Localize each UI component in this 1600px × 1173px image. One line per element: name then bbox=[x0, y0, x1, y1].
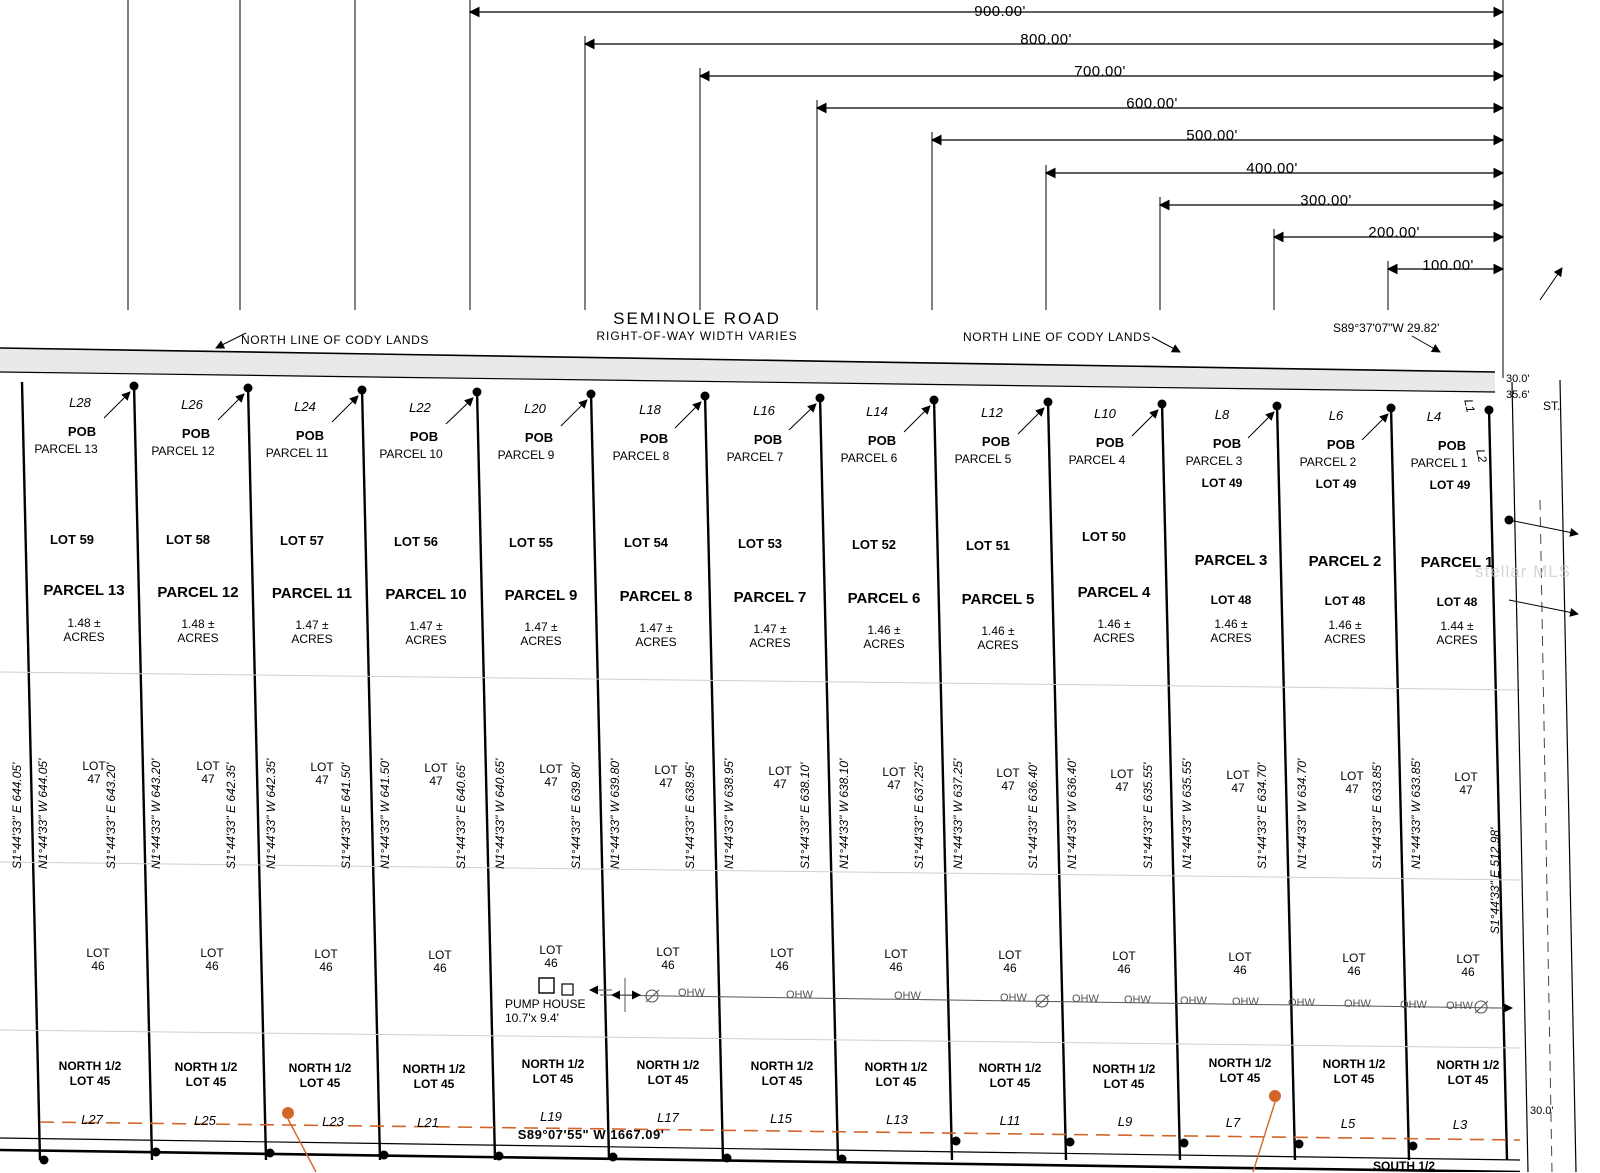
parcel-acres-9: 1.47 ± bbox=[524, 620, 558, 634]
pob-parcel-12: PARCEL 12 bbox=[151, 444, 215, 458]
pob-parcel-5: PARCEL 5 bbox=[954, 452, 1012, 466]
pob-label-12: POB bbox=[181, 426, 211, 441]
pob-label-13: POB bbox=[67, 424, 97, 439]
pob-label-2: POB bbox=[1326, 437, 1356, 452]
pob-parcel-3: PARCEL 3 bbox=[1185, 454, 1243, 468]
parcel-acres-unit-8: ACRES bbox=[635, 635, 677, 649]
pump-house-label: PUMP HOUSE bbox=[505, 997, 586, 1011]
bearing-east-8: S1°44'33" E 639.80' bbox=[569, 762, 583, 869]
south-boundary-bearing: S89°07'55" W 1667.09' bbox=[517, 1127, 665, 1142]
lot-top-11: LOT 57 bbox=[279, 533, 325, 548]
pob-label-1: POB bbox=[1437, 438, 1467, 453]
pob-parcel-11: PARCEL 11 bbox=[265, 446, 329, 460]
bearing-east-2: S1°44'33" E 634.70' bbox=[1255, 762, 1269, 869]
bearing-west-6: N1°44'33" W 638.10' bbox=[837, 758, 851, 869]
north-half-2: NORTH 1/2 bbox=[1322, 1057, 1386, 1071]
line-label-L14: L14 bbox=[866, 404, 888, 419]
lot49-1: LOT 49 bbox=[1429, 478, 1471, 492]
north-half-9: NORTH 1/2 bbox=[521, 1057, 585, 1071]
lot-top-6: LOT 52 bbox=[851, 537, 897, 552]
parcel-title-6: PARCEL 6 bbox=[847, 590, 921, 607]
street-abbrev-note: ST. bbox=[1543, 399, 1561, 413]
parcel-acres-10: 1.47 ± bbox=[409, 619, 443, 633]
parcel-acres-8: 1.47 ± bbox=[639, 621, 673, 635]
line-label-L8: L8 bbox=[1214, 407, 1230, 422]
line-label-L6: L6 bbox=[1328, 408, 1344, 423]
north-half-6: NORTH 1/2 bbox=[864, 1060, 928, 1074]
lot-top-10: LOT 56 bbox=[393, 534, 439, 549]
bearing-east-5: S1°44'33" E 637.25' bbox=[912, 762, 926, 869]
parcel-acres-unit-3: ACRES bbox=[1210, 631, 1252, 645]
lot47-5: LOT 47 bbox=[996, 766, 1020, 793]
bearing-east-boundary: S1°44'33" E 512.98' bbox=[1488, 827, 1502, 934]
lot47-9: LOT 47 bbox=[539, 762, 563, 789]
ohw-label-8: OHW bbox=[1232, 996, 1259, 1008]
bearing-east-12: S1°44'33" E 643.20' bbox=[104, 762, 118, 869]
lot-top-12: LOT 58 bbox=[165, 532, 211, 547]
lot48-3: LOT 48 bbox=[1210, 593, 1252, 607]
bearing-s8937: S89°37'07"W 29.82' bbox=[1333, 321, 1440, 335]
bearing-east-4: S1°44'33" E 636.40' bbox=[1026, 762, 1040, 869]
lot47-8: LOT 47 bbox=[654, 763, 678, 790]
north-half-lot-4: LOT 45 bbox=[1103, 1077, 1145, 1091]
bearing-east-11: S1°44'33" E 642.35' bbox=[224, 762, 238, 869]
parcel-acres-4: 1.46 ± bbox=[1097, 617, 1131, 631]
lot47-13: LOT 47 bbox=[82, 759, 106, 786]
bearing-east-6: S1°44'33" E 638.10' bbox=[798, 762, 812, 869]
dimension-200: 200.00' bbox=[1368, 224, 1420, 241]
pob-parcel-1: PARCEL 1 bbox=[1410, 456, 1468, 470]
parcel-acres-1: 1.44 ± bbox=[1440, 619, 1474, 633]
north-half-1: NORTH 1/2 bbox=[1436, 1058, 1500, 1072]
lot-top-9: LOT 55 bbox=[508, 535, 554, 550]
dimension-900: 900.00' bbox=[974, 3, 1026, 20]
bearing-east-1: S1°44'33" E 633.85' bbox=[1370, 762, 1384, 869]
lot47-4: LOT 47 bbox=[1110, 767, 1134, 794]
lot-top-5: LOT 51 bbox=[965, 538, 1011, 553]
parcel-title-4: PARCEL 4 bbox=[1077, 584, 1151, 601]
parcel-title-13: PARCEL 13 bbox=[43, 582, 125, 599]
bearing-west-3: N1°44'33" W 635.55' bbox=[1180, 758, 1194, 869]
lot-top-4: LOT 50 bbox=[1081, 529, 1127, 544]
parcel-title-12: PARCEL 12 bbox=[157, 584, 239, 601]
lot46-7: LOT 46 bbox=[770, 946, 794, 973]
dimension-100: 100.00' bbox=[1422, 257, 1474, 274]
north-half-lot-8: LOT 45 bbox=[647, 1073, 689, 1087]
ohw-label-3: OHW bbox=[894, 990, 921, 1002]
offset-note-top: 30.0' bbox=[1506, 373, 1530, 385]
north-half-5: NORTH 1/2 bbox=[978, 1061, 1042, 1075]
lot47-11: LOT 47 bbox=[310, 760, 334, 787]
ohw-label-9: OHW bbox=[1288, 997, 1315, 1009]
line-label-L20: L20 bbox=[524, 401, 546, 416]
parcel-acres-unit-4: ACRES bbox=[1093, 631, 1135, 645]
north-half-lot-13: LOT 45 bbox=[69, 1074, 111, 1088]
bearing-west-13: N1°44'33" W 644.05' bbox=[36, 758, 50, 869]
north-half-4: NORTH 1/2 bbox=[1092, 1062, 1156, 1076]
pob-label-5: POB bbox=[981, 434, 1011, 449]
lot49-3: LOT 49 bbox=[1201, 476, 1243, 490]
line-label-L23: L23 bbox=[322, 1114, 344, 1129]
pob-label-4: POB bbox=[1095, 435, 1125, 450]
lot46-2: LOT 46 bbox=[1342, 951, 1366, 978]
bearing-west-8: N1°44'33" W 639.80' bbox=[608, 758, 622, 869]
pump-house-size: 10.7'x 9.4' bbox=[505, 1011, 559, 1025]
parcel-acres-3: 1.46 ± bbox=[1214, 617, 1248, 631]
bearing-west-5: N1°44'33" W 637.25' bbox=[951, 758, 965, 869]
lot47-12: LOT 47 bbox=[196, 759, 220, 786]
line-label-L9: L9 bbox=[1117, 1114, 1133, 1129]
pob-label-7: POB bbox=[753, 432, 783, 447]
parcel-acres-11: 1.47 ± bbox=[295, 618, 329, 632]
bearing-west-11: N1°44'33" W 642.35' bbox=[264, 758, 278, 869]
bearing-east-3: S1°44'33" E 635.55' bbox=[1141, 762, 1155, 869]
parcel-acres-unit-1: ACRES bbox=[1436, 633, 1478, 647]
bearing-east-13: S1°44'33" E 644.05' bbox=[10, 762, 24, 869]
parcel-acres-unit-6: ACRES bbox=[863, 637, 905, 651]
pob-label-10: POB bbox=[409, 429, 439, 444]
road-row-note: RIGHT-OF-WAY WIDTH VARIES bbox=[596, 329, 798, 343]
parcel-acres-13: 1.48 ± bbox=[67, 616, 101, 630]
parcel-title-3: PARCEL 3 bbox=[1194, 552, 1268, 569]
lot46-6: LOT 46 bbox=[884, 947, 908, 974]
bearing-west-12: N1°44'33" W 643.20' bbox=[149, 758, 163, 869]
offset-note-bottom: 30.0' bbox=[1530, 1105, 1554, 1117]
pob-label-6: POB bbox=[867, 433, 897, 448]
lot47-6: LOT 47 bbox=[882, 765, 906, 792]
parcel-title-5: PARCEL 5 bbox=[961, 591, 1035, 608]
parcel-title-11: PARCEL 11 bbox=[271, 585, 353, 602]
line-label-L3: L3 bbox=[1452, 1117, 1468, 1132]
lot-top-8: LOT 54 bbox=[623, 535, 669, 550]
lot46-9: LOT 46 bbox=[539, 943, 563, 970]
line-label-L28: L28 bbox=[69, 395, 91, 410]
ohw-label-7: OHW bbox=[1180, 995, 1207, 1007]
north-half-lot-7: LOT 45 bbox=[761, 1074, 803, 1088]
dimension-800: 800.00' bbox=[1020, 31, 1072, 48]
lot46-1: LOT 46 bbox=[1456, 952, 1480, 979]
ohw-label-11: OHW bbox=[1400, 999, 1427, 1011]
line-label-L5: L5 bbox=[1340, 1116, 1356, 1131]
north-half-lot-6: LOT 45 bbox=[875, 1075, 917, 1089]
pob-parcel-9: PARCEL 9 bbox=[497, 448, 555, 462]
north-half-12: NORTH 1/2 bbox=[174, 1060, 238, 1074]
lot46-12: LOT 46 bbox=[200, 946, 224, 973]
parcel-acres-unit-5: ACRES bbox=[977, 638, 1019, 652]
pob-parcel-4: PARCEL 4 bbox=[1068, 453, 1126, 467]
north-half-lot-3: LOT 45 bbox=[1219, 1071, 1261, 1085]
bearing-west-1: N1°44'33" W 633.85' bbox=[1409, 758, 1423, 869]
ohw-label-10: OHW bbox=[1344, 998, 1371, 1010]
dimension-500: 500.00' bbox=[1186, 127, 1238, 144]
bearing-west-2: N1°44'33" W 634.70' bbox=[1295, 758, 1309, 869]
lot46-11: LOT 46 bbox=[314, 947, 338, 974]
ohw-label-6: OHW bbox=[1124, 994, 1151, 1006]
lot-top-13: LOT 59 bbox=[49, 532, 95, 547]
parcel-title-8: PARCEL 8 bbox=[619, 588, 693, 605]
offset-note-356: 35.6' bbox=[1506, 389, 1530, 401]
line-label-L26: L26 bbox=[181, 397, 203, 412]
line-label-L18: L18 bbox=[639, 402, 661, 417]
lot47-1: LOT 47 bbox=[1454, 770, 1478, 797]
lot47-2: LOT 47 bbox=[1340, 769, 1364, 796]
pob-parcel-8: PARCEL 8 bbox=[612, 449, 670, 463]
ohw-label-12: OHW bbox=[1446, 1000, 1473, 1012]
line-label-L19: L19 bbox=[540, 1109, 562, 1124]
north-half-7: NORTH 1/2 bbox=[750, 1059, 814, 1073]
dimension-300: 300.00' bbox=[1300, 192, 1352, 209]
dimension-700: 700.00' bbox=[1074, 63, 1126, 80]
north-half-8: NORTH 1/2 bbox=[636, 1058, 700, 1072]
pob-parcel-10: PARCEL 10 bbox=[379, 447, 443, 461]
lot48-2: LOT 48 bbox=[1324, 594, 1366, 608]
parcel-title-2: PARCEL 2 bbox=[1308, 553, 1382, 570]
line-label-L11: L11 bbox=[999, 1113, 1021, 1128]
parcel-acres-unit-2: ACRES bbox=[1324, 632, 1366, 646]
line-label-L17: L17 bbox=[657, 1110, 679, 1125]
parcel-acres-unit-12: ACRES bbox=[177, 631, 219, 645]
north-half-lot-9: LOT 45 bbox=[532, 1072, 574, 1086]
parcel-acres-unit-10: ACRES bbox=[405, 633, 447, 647]
lot48-1: LOT 48 bbox=[1436, 595, 1478, 609]
lot46-3: LOT 46 bbox=[1228, 950, 1252, 977]
lot46-4: LOT 46 bbox=[1112, 949, 1136, 976]
line-label-L27: L27 bbox=[81, 1112, 103, 1127]
pob-label-11: POB bbox=[295, 428, 325, 443]
dimension-600: 600.00' bbox=[1126, 95, 1178, 112]
parcel-acres-unit-13: ACRES bbox=[63, 630, 105, 644]
bearing-east-10: S1°44'33" E 641.50' bbox=[339, 762, 353, 869]
lot46-10: LOT 46 bbox=[428, 948, 452, 975]
dimension-400: 400.00' bbox=[1246, 160, 1298, 177]
line-label-L22: L22 bbox=[409, 400, 431, 415]
parcel-acres-unit-11: ACRES bbox=[291, 632, 333, 646]
pob-parcel-6: PARCEL 6 bbox=[840, 451, 898, 465]
pob-label-3: POB bbox=[1212, 436, 1242, 451]
lot49-2: LOT 49 bbox=[1315, 477, 1357, 491]
pob-parcel-13: PARCEL 13 bbox=[34, 442, 98, 456]
line-label-L15: L15 bbox=[770, 1111, 792, 1126]
lot46-13: LOT 46 bbox=[86, 946, 110, 973]
south-half-note: SOUTH 1/2 bbox=[1372, 1159, 1436, 1173]
line-label-L2: L2 bbox=[1473, 447, 1490, 464]
ohw-label-1: OHW bbox=[678, 987, 705, 999]
bearing-west-4: N1°44'33" W 636.40' bbox=[1065, 758, 1079, 869]
line-label-L4: L4 bbox=[1426, 409, 1442, 424]
parcel-title-1: PARCEL 1 bbox=[1420, 554, 1494, 571]
north-half-11: NORTH 1/2 bbox=[288, 1061, 352, 1075]
north-half-3: NORTH 1/2 bbox=[1208, 1056, 1272, 1070]
line-label-L25: L25 bbox=[194, 1113, 216, 1128]
parcel-acres-unit-9: ACRES bbox=[520, 634, 562, 648]
lot47-3: LOT 47 bbox=[1226, 768, 1250, 795]
ohw-label-2: OHW bbox=[786, 989, 813, 1001]
north-line-label-east: NORTH LINE OF CODY LANDS bbox=[963, 330, 1151, 344]
watermark: stellar MLS bbox=[1475, 562, 1572, 581]
line-label-L12: L12 bbox=[981, 405, 1003, 420]
bearing-west-7: N1°44'33" W 638.95' bbox=[722, 758, 736, 869]
north-half-lot-11: LOT 45 bbox=[299, 1076, 341, 1090]
pob-label-8: POB bbox=[639, 431, 669, 446]
lot47-10: LOT 47 bbox=[424, 761, 448, 788]
north-half-lot-2: LOT 45 bbox=[1333, 1072, 1375, 1086]
road-name-label: SEMINOLE ROAD bbox=[613, 309, 781, 328]
north-half-lot-10: LOT 45 bbox=[413, 1077, 455, 1091]
pob-parcel-2: PARCEL 2 bbox=[1299, 455, 1357, 469]
lot46-8: LOT 46 bbox=[656, 945, 680, 972]
parcel-acres-2: 1.46 ± bbox=[1328, 618, 1362, 632]
line-label-L16: L16 bbox=[753, 403, 775, 418]
north-half-13: NORTH 1/2 bbox=[58, 1059, 122, 1073]
bearing-east-7: S1°44'33" E 638.95' bbox=[683, 762, 697, 869]
parcel-title-10: PARCEL 10 bbox=[385, 586, 467, 603]
north-line-label-west: NORTH LINE OF CODY LANDS bbox=[241, 333, 429, 347]
line-label-L7: L7 bbox=[1225, 1115, 1241, 1130]
parcel-acres-12: 1.48 ± bbox=[181, 617, 215, 631]
lot46-5: LOT 46 bbox=[998, 948, 1022, 975]
lot47-7: LOT 47 bbox=[768, 764, 792, 791]
parcel-title-7: PARCEL 7 bbox=[733, 589, 807, 606]
parcel-acres-unit-7: ACRES bbox=[749, 636, 791, 650]
parcel-acres-5: 1.46 ± bbox=[981, 624, 1015, 638]
parcel-acres-7: 1.47 ± bbox=[753, 622, 787, 636]
parcel-title-9: PARCEL 9 bbox=[504, 587, 578, 604]
pob-parcel-7: PARCEL 7 bbox=[726, 450, 784, 464]
ohw-label-4: OHW bbox=[1000, 992, 1027, 1004]
bearing-west-10: N1°44'33" W 641.50' bbox=[378, 758, 392, 869]
bearing-east-9: S1°44'33" E 640.65' bbox=[454, 762, 468, 869]
line-label-L1: L1 bbox=[1461, 397, 1478, 414]
north-half-lot-5: LOT 45 bbox=[989, 1076, 1031, 1090]
north-half-lot-1: LOT 45 bbox=[1447, 1073, 1489, 1087]
line-label-L24: L24 bbox=[294, 399, 316, 414]
north-half-lot-12: LOT 45 bbox=[185, 1075, 227, 1089]
line-label-L21: L21 bbox=[417, 1115, 439, 1130]
north-half-10: NORTH 1/2 bbox=[402, 1062, 466, 1076]
bearing-west-9: N1°44'33" W 640.65' bbox=[493, 758, 507, 869]
ohw-label-5: OHW bbox=[1072, 993, 1099, 1005]
line-label-L10: L10 bbox=[1094, 406, 1116, 421]
pob-label-9: POB bbox=[524, 430, 554, 445]
parcel-acres-6: 1.46 ± bbox=[867, 623, 901, 637]
line-label-L13: L13 bbox=[886, 1112, 908, 1127]
lot-top-7: LOT 53 bbox=[737, 536, 783, 551]
